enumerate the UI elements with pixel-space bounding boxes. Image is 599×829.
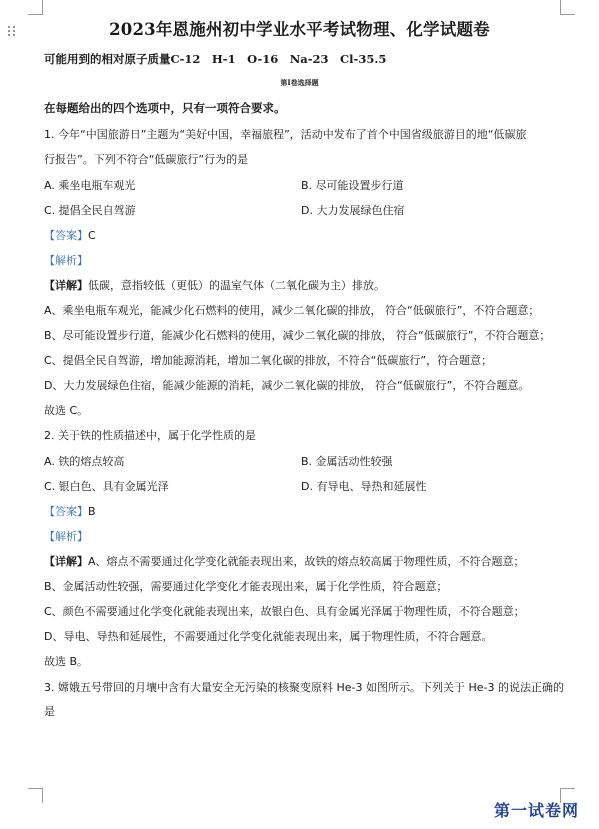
q2-detail-c: C、颜色不需要通过化学变化就能表现出来，故银白色、具有金属光泽属于物理性质，不符合题意； <box>44 605 525 618</box>
page-title: 2023年恩施州初中学业水平考试物理、化学试题卷 <box>109 20 490 39</box>
section-title: 第Ⅰ卷选择题 <box>280 78 319 87</box>
q1-option-d: D. 大力发展绿色住宿 <box>301 204 405 217</box>
q2-option-a: A. 铁的熔点较高 <box>44 455 125 468</box>
q2-option-c: C. 银白色、具有金属光泽 <box>44 480 169 493</box>
answer-value: C <box>88 229 96 242</box>
detail-tag: 【详解】 <box>44 279 88 292</box>
answer-tag: 【答案】 <box>44 505 88 518</box>
q2-answer <box>44 505 96 519</box>
analysis-tag: 【解析】 <box>44 254 88 267</box>
detail-text: 低碳，意指较低（更低）的温室气体（二氧化碳为主）排放。 <box>88 279 385 292</box>
analysis-tag: 【解析】 <box>44 530 88 543</box>
q1-detail-d: D、大力发展绿色住宿，能减少能源的消耗，减少二氧化碳的排放， 符合“低碳旅行”，不符合题意。 <box>44 379 530 392</box>
q2-stem: 2. 关于铁的性质描述中，属于化学性质的是 <box>44 429 256 442</box>
q1-answer <box>44 229 96 243</box>
crop-mark-top-left <box>28 0 43 15</box>
q2-detail-d: D、导电、导热和延展性，不需要通过化学变化就能表现出来，属于物理性质，不符合题意。 <box>44 630 493 643</box>
q1-stem-line1: 1. 今年“中国旅游日”主题为“美好中国，幸福旅程”，活动中发布了首个中国省级旅游目的地“低碳旅 <box>44 128 527 141</box>
q2-option-d: D. 有导电、导热和延展性 <box>301 480 427 493</box>
answer-tag: 【答案】 <box>44 229 88 242</box>
q1-detail-b: B、尽可能设置步行道，能减少化石燃料的使用，减少二氧化碳的排放， 符合“低碳旅行”，不符合题意； <box>44 329 551 342</box>
atomic-masses: 可能用到的相对原子质量C-12 H-1 O-16 Na-23 Cl-35.5 <box>44 52 387 66</box>
crop-mark-top-right <box>560 0 575 15</box>
instruction: 在每题给出的四个选项中，只有一项符合要求。 <box>44 101 286 115</box>
q1-option-b: B. 尽可能设置步行道 <box>301 179 404 192</box>
q2-analysis <box>44 530 88 544</box>
crop-mark-bottom-left <box>28 788 43 803</box>
watermark-logo: 第一试卷网 <box>494 801 580 820</box>
detail-text: A、熔点不需要通过化学变化就能表现出来，故铁的熔点较高属于物理性质，不符合题意； <box>88 555 525 568</box>
q2-option-b: B. 金属活动性较强 <box>301 455 393 468</box>
detail-tag: 【详解】 <box>44 555 88 568</box>
q2-conclusion: 故选 B。 <box>44 655 89 668</box>
q2-detail-intro <box>44 555 525 569</box>
q1-option-a: A. 乘坐电瓶车观光 <box>44 179 136 192</box>
q1-detail-c: C、提倡全民自驾游，增加能源消耗，增加二氧化碳的排放，不符合“低碳旅行”，符合题意； <box>44 354 493 367</box>
q1-analysis <box>44 254 88 268</box>
q1-option-c: C. 提倡全民自驾游 <box>44 204 136 217</box>
q1-detail-intro <box>44 279 385 293</box>
answer-value: B <box>88 505 96 518</box>
q1-stem-line2: 行报告”。下列不符合“低碳旅行”行为的是 <box>44 153 249 166</box>
q3-stem-line1: 3. 嫦娥五号带回的月壤中含有大量安全无污染的核聚变原料 He-3 如图所示。下列关于 He-3 的说法正确的 <box>44 681 564 694</box>
q3-stem-line2: 是 <box>44 705 55 718</box>
q1-conclusion: 故选 C。 <box>44 404 89 417</box>
q2-detail-b: B、金属活动性较强，需要通过化学变化才能表现出来，属于化学性质，符合题意； <box>44 580 448 593</box>
q1-detail-a: A、乘坐电瓶车观光，能减少化石燃料的使用，减少二氧化碳的排放， 符合“低碳旅行”，不符合题意； <box>44 304 540 317</box>
